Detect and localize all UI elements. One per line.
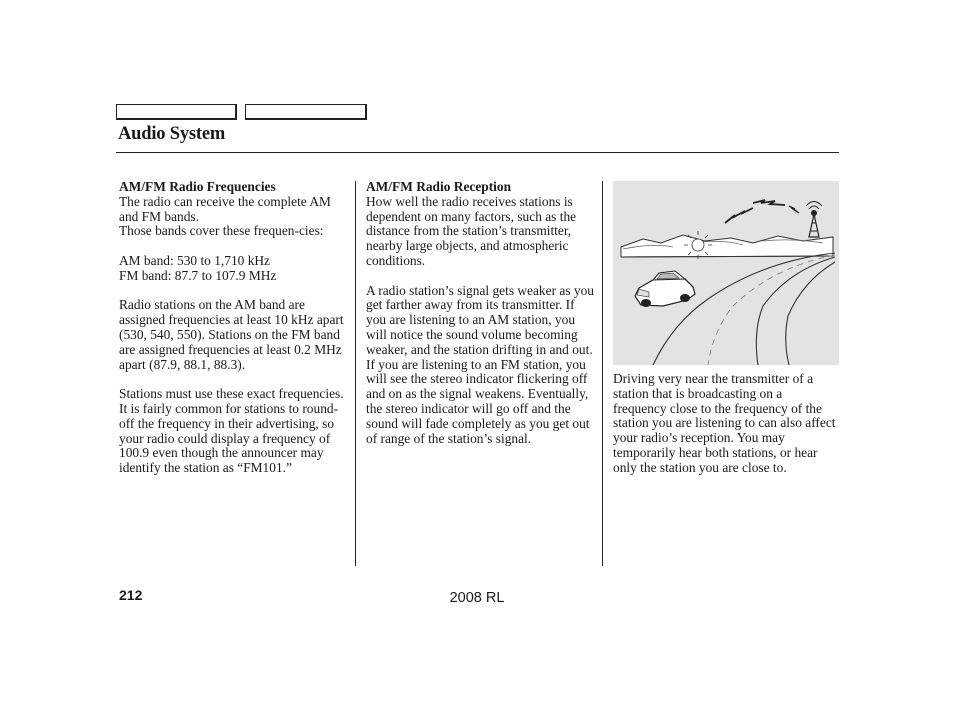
header-tab-2 [245, 104, 367, 120]
fm-band-line: FM band: 87.7 to 107.9 MHz [119, 267, 277, 283]
paragraph-bands-cover: Those bands cover these frequen-cies: [119, 223, 324, 239]
illustration-svg [613, 181, 839, 365]
radio-reception-illustration [613, 181, 839, 365]
car-icon [635, 271, 695, 307]
paragraph-signal-weakens: A radio station’s signal gets weaker as you get farther away from its transmitter. If you are listening to an AM station, you will notice the sound volume becoming weaker, and the station drifting in and out. If you are listening to an FM station, you will see the stereo indicator flickering off and on as the signal weakens. Eventually, the stereo indicator will go off and the sound will fade completely as you get out of range of the station’s signal. [366, 282, 594, 446]
paragraph-nearby-transmitter: Driving very near the transmitter of a station that is broadcasting on a frequency close to the frequency of the station you are listening to can also affect your radio’s reception. You may temporarily hear both stations, or hear only the station you are close to. [613, 371, 836, 475]
column-interference [613, 372, 839, 490]
header-tab-1 [116, 104, 237, 120]
footer-model: 2008 RL [449, 590, 505, 606]
section-heading-frequencies: AM/FM Radio Frequencies [119, 179, 276, 194]
paragraph-reception-factors: How well the radio receives stations is dependent on many factors, such as the distance from the station’s transmitter, nearby large objects, and atmospheric conditions. [366, 193, 577, 268]
paragraph-bands-intro: The radio can receive the complete AM and FM bands. [119, 193, 331, 224]
column-frequencies [119, 180, 351, 491]
road-illustration [653, 253, 835, 365]
paragraph-frequency-spacing: Radio stations on the AM band are assigned frequencies at least 10 kHz apart (530, 540, 550). Stations on the FM band are assigned frequencies at least 0.2 MHz apart (87.9, 88.1, 88.3). [119, 297, 344, 372]
title-rule [116, 152, 839, 153]
column-divider-1 [355, 181, 356, 566]
paragraph-exact-frequencies: Stations must use these exact frequencies. It is fairly common for stations to round-off the frequency in their advertising, so your radio could display a frequency of 100.9 even though the announcer may identify the station as “FM101.” [119, 386, 344, 476]
radio-signal-icon [725, 200, 799, 223]
column-divider-2 [602, 181, 603, 566]
column-reception [366, 180, 594, 461]
page-title: Audio System [118, 124, 226, 144]
section-heading-reception: AM/FM Radio Reception [366, 179, 512, 194]
transmitter-tower-icon [806, 202, 822, 238]
am-band-line: AM band: 530 to 1,710 kHz [119, 252, 271, 268]
page-number: 212 [119, 587, 143, 603]
